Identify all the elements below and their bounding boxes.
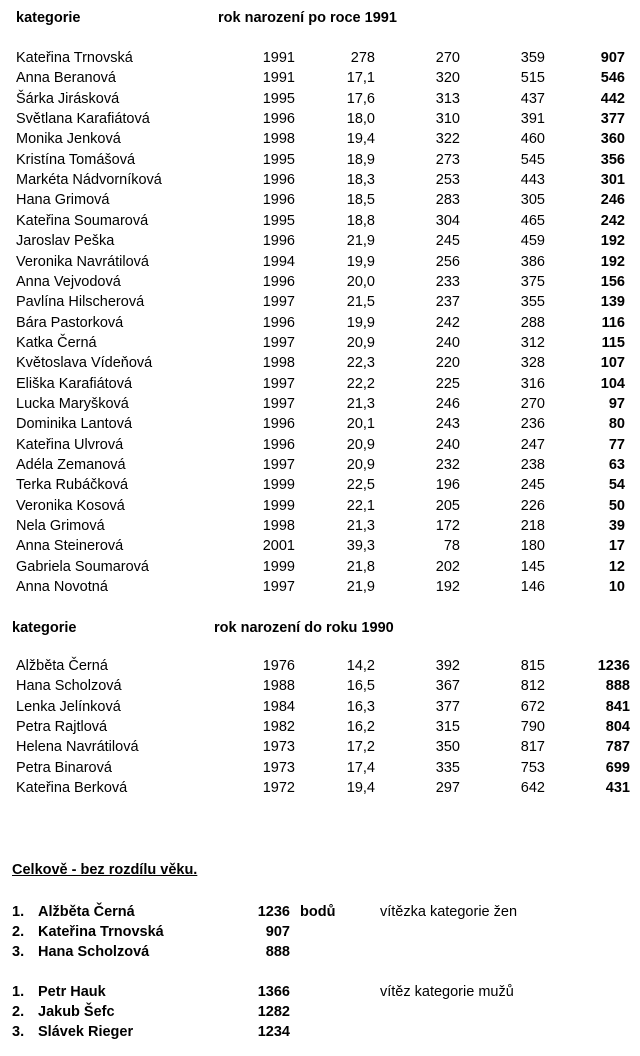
total-points: 242 [600,212,625,229]
result-3: 247 [520,436,545,453]
athlete-name: Bára Pastorková [16,314,124,331]
result-3: 145 [520,558,545,575]
result-2: 192 [435,579,460,596]
result-1: 17,1 [346,70,375,87]
total-points: 1236 [257,904,290,920]
birth-year: 1996 [262,416,295,433]
birth-year: 1997 [262,294,295,311]
ranking-row [0,982,640,1002]
summary-title: Celkově - bez rozdílu věku. [12,862,198,878]
athlete-name: Kateřina Trnovská [38,924,164,940]
result-2: 202 [435,558,460,575]
table-row [0,656,640,676]
athlete-name: Anna Novotná [16,579,108,596]
total-points: 356 [600,151,625,168]
total-points: 546 [600,70,625,87]
section2-category-header: kategorie [12,620,77,636]
result-3: 245 [520,477,545,494]
athlete-name: Alžběta Černá [16,658,108,674]
result-3: 359 [520,50,545,66]
rank-number: 1. [12,984,25,1000]
result-2: 240 [435,436,460,453]
athlete-name: Veronika Navrátilová [16,253,149,270]
athlete-name: Helena Navrátilová [16,739,139,756]
result-1: 19,9 [346,253,375,270]
athlete-name: Terka Rubáčková [16,477,129,494]
total-points: 907 [600,50,625,66]
result-1: 22,5 [346,477,375,494]
birth-year: 1976 [262,658,295,674]
result-3: 238 [520,457,545,473]
total-points: 841 [605,698,630,715]
total-points: 787 [605,739,630,756]
athlete-name: Hana Grimová [16,192,110,209]
result-1: 16,3 [346,698,375,715]
total-points: 156 [600,273,625,290]
rank-number: 1. [12,904,25,920]
result-3: 226 [520,497,545,514]
result-3: 375 [520,273,545,290]
athlete-name: Nela Grimová [16,518,105,535]
birth-year: 1973 [262,759,295,776]
result-1: 21,5 [346,294,375,311]
birth-year: 1997 [262,334,295,351]
result-1: 21,9 [346,579,375,596]
table-row [0,758,640,778]
athlete-name: Kateřina Soumarová [16,212,149,229]
result-1: 16,2 [346,718,375,735]
result-1: 278 [350,50,375,66]
result-2: 315 [435,718,460,735]
birth-year: 1996 [262,111,295,128]
result-3: 236 [520,416,545,433]
birth-year: 1995 [262,151,295,168]
result-2: 335 [435,759,460,776]
athlete-name: Světlana Karafiátová [16,111,150,128]
result-3: 443 [520,172,545,189]
result-3: 545 [520,151,545,168]
result-2: 320 [435,70,460,87]
result-2: 78 [443,538,460,555]
section1-year-header: rok narození po roce 1991 [218,10,397,26]
birth-year: 1999 [262,477,295,494]
total-points: 1366 [257,984,290,1000]
birth-year: 1996 [262,436,295,453]
athlete-name: Markéta Nádvorníková [16,172,162,189]
result-1: 22,3 [346,355,375,372]
result-1: 20,1 [346,416,375,433]
athlete-name: Kateřina Berková [16,779,128,796]
rank-number: 3. [12,1024,25,1040]
result-2: 350 [435,739,460,756]
ranking-row [0,942,640,962]
result-1: 18,8 [346,212,375,229]
result-1: 19,4 [346,131,375,148]
total-points: 139 [600,294,625,311]
table-row [0,89,640,109]
result-3: 672 [520,698,545,715]
result-2: 313 [435,90,460,107]
result-2: 270 [435,50,460,66]
total-points: 1234 [257,1024,290,1040]
table-row [0,737,640,757]
table-row [0,292,640,312]
ranking-row [0,902,640,922]
result-1: 22,2 [346,375,375,392]
total-points: 63 [608,457,625,473]
birth-year: 1996 [262,172,295,189]
result-2: 245 [435,233,460,250]
birth-year: 1998 [262,518,295,535]
table-row [0,536,640,556]
total-points: 431 [605,779,630,796]
result-1: 20,0 [346,273,375,290]
result-3: 270 [520,395,545,412]
total-points: 699 [605,759,630,776]
total-points: 39 [608,518,625,535]
result-2: 273 [435,151,460,168]
birth-year: 1997 [262,457,295,473]
result-2: 377 [435,698,460,715]
athlete-name: Petra Binarová [16,759,112,776]
result-2: 322 [435,131,460,148]
result-2: 243 [435,416,460,433]
result-3: 437 [520,90,545,107]
total-points: 80 [608,416,625,433]
athlete-name: Kateřina Trnovská [16,50,133,66]
birth-year: 1991 [262,50,295,66]
result-1: 20,9 [346,334,375,351]
table-row [0,496,640,516]
total-points: 12 [608,558,625,575]
result-2: 283 [435,192,460,209]
athlete-name: Dominika Lantová [16,416,133,433]
table-row [0,170,640,190]
athlete-name: Jakub Šefc [38,1004,115,1020]
athlete-name: Anna Steinerová [16,538,124,555]
result-2: 232 [435,457,460,473]
result-3: 817 [520,739,545,756]
athlete-name: Jaroslav Peška [16,233,115,250]
result-3: 312 [520,334,545,351]
result-2: 246 [435,395,460,412]
table-row [0,68,640,88]
result-1: 17,6 [346,90,375,107]
athlete-name: Katka Černá [16,334,97,351]
athlete-name: Lucka Maryšková [16,395,129,412]
table-row [0,150,640,170]
table-row [0,475,640,495]
birth-year: 1996 [262,233,295,250]
table-row [0,414,640,434]
result-3: 218 [520,518,545,535]
result-3: 391 [520,111,545,128]
result-1: 21,3 [346,395,375,412]
category-note: vítěz kategorie mužů [380,984,514,1000]
birth-year: 1997 [262,375,295,392]
birth-year: 1999 [262,497,295,514]
section1-category-header: kategorie [16,10,81,26]
result-1: 16,5 [346,678,375,695]
result-2: 256 [435,253,460,270]
rank-number: 3. [12,944,25,960]
total-points: 116 [601,314,625,331]
result-2: 220 [435,355,460,372]
total-points: 1236 [597,658,630,674]
result-3: 459 [520,233,545,250]
birth-year: 1984 [262,698,295,715]
total-points: 888 [265,944,290,960]
result-2: 297 [435,779,460,796]
total-points: 907 [265,924,290,940]
birth-year: 1995 [262,90,295,107]
total-points: 115 [601,334,625,351]
athlete-name: Eliška Karafiátová [16,375,133,392]
total-points: 97 [608,395,625,412]
table-row [0,435,640,455]
table-row [0,374,640,394]
total-points: 17 [608,538,625,555]
table-row [0,231,640,251]
birth-year: 1988 [262,678,295,695]
result-3: 146 [520,579,545,596]
athlete-name: Květoslava Vídeňová [16,355,153,372]
athlete-name: Šárka Jirásková [16,90,120,107]
birth-year: 1996 [262,192,295,209]
athlete-name: Petra Rajtlová [16,718,108,735]
table-row [0,717,640,737]
total-points: 54 [608,477,625,494]
result-1: 18,5 [346,192,375,209]
birth-year: 1998 [262,355,295,372]
result-2: 253 [435,172,460,189]
result-3: 316 [520,375,545,392]
table-row [0,129,640,149]
athlete-name: Hana Scholzová [16,678,122,695]
result-2: 310 [435,111,460,128]
athlete-name: Gabriela Soumarová [16,558,149,575]
table-row [0,697,640,717]
total-points: 442 [600,90,625,107]
result-2: 172 [435,518,460,535]
birth-year: 1999 [262,558,295,575]
result-1: 39,3 [346,538,375,555]
result-3: 355 [520,294,545,311]
table-row [0,516,640,536]
ranking-row [0,922,640,942]
birth-year: 1991 [262,70,295,87]
table-row [0,109,640,129]
result-2: 392 [435,658,460,674]
result-2: 233 [435,273,460,290]
result-3: 815 [520,658,545,674]
total-points: 10 [608,579,625,596]
athlete-name: Hana Scholzová [38,944,150,960]
total-points: 192 [600,233,625,250]
ranking-row [0,1002,640,1022]
rank-number: 2. [12,1004,25,1020]
category-note: vítězka kategorie žen [380,904,518,920]
result-2: 304 [435,212,460,229]
result-3: 753 [520,759,545,776]
result-3: 288 [520,314,545,331]
result-2: 205 [435,497,460,514]
athlete-name: Anna Vejvodová [16,273,121,290]
table-row [0,190,640,210]
result-3: 515 [520,70,545,87]
athlete-name: Anna Beranová [16,70,116,87]
result-3: 328 [520,355,545,372]
result-2: 240 [435,334,460,351]
result-1: 17,4 [346,759,375,776]
result-1: 22,1 [346,497,375,514]
result-1: 14,2 [346,658,375,674]
table-row [0,313,640,333]
birth-year: 1998 [262,131,295,148]
table-row [0,333,640,353]
ranking-row [0,1022,640,1042]
result-3: 460 [520,131,545,148]
result-3: 642 [520,779,545,796]
result-3: 386 [520,253,545,270]
result-1: 21,3 [346,518,375,535]
table-row [0,778,640,798]
athlete-name: Alžběta Černá [38,904,135,920]
total-points: 192 [600,253,625,270]
total-points: 888 [605,678,630,695]
athlete-name: Kristína Tomášová [16,151,136,168]
athlete-name: Veronika Kosová [16,497,125,514]
result-1: 18,0 [346,111,375,128]
athlete-name: Petr Hauk [38,984,106,1000]
table-row [0,353,640,373]
athlete-name: Kateřina Ulvrová [16,436,124,453]
athlete-name: Slávek Rieger [38,1024,134,1040]
table-row [0,272,640,292]
section2-year-header: rok narození do roku 1990 [214,620,394,636]
result-2: 225 [435,375,460,392]
table-row [0,577,640,597]
birth-year: 1972 [262,779,295,796]
total-points: 246 [600,192,625,209]
athlete-name: Monika Jenková [16,131,121,148]
birth-year: 1995 [262,212,295,229]
result-3: 305 [520,192,545,209]
total-points: 804 [605,718,630,735]
result-1: 21,8 [346,558,375,575]
result-1: 20,9 [346,457,375,473]
total-points: 107 [600,355,625,372]
total-points: 50 [608,497,625,514]
result-2: 367 [435,678,460,695]
birth-year: 1994 [262,253,295,270]
rank-number: 2. [12,924,25,940]
total-points: 301 [600,172,625,189]
total-points: 104 [600,375,625,392]
table-row [0,394,640,414]
result-2: 196 [435,477,460,494]
birth-year: 1997 [262,395,295,412]
athlete-name: Adéla Zemanová [16,457,126,473]
birth-year: 1973 [262,739,295,756]
result-1: 19,9 [346,314,375,331]
result-1: 18,3 [346,172,375,189]
total-points: 1282 [257,1004,290,1020]
result-2: 237 [435,294,460,311]
table-row [0,557,640,577]
birth-year: 2001 [262,538,295,555]
result-1: 18,9 [346,151,375,168]
birth-year: 1996 [262,314,295,331]
result-3: 790 [520,718,545,735]
result-1: 20,9 [346,436,375,453]
athlete-name: Lenka Jelínková [16,698,121,715]
result-1: 19,4 [346,779,375,796]
birth-year: 1997 [262,579,295,596]
athlete-name: Pavlína Hilscherová [16,294,145,311]
total-points: 77 [608,436,625,453]
table-row [0,252,640,272]
result-2: 242 [435,314,460,331]
total-points: 360 [600,131,625,148]
table-row [0,211,640,231]
result-1: 21,9 [346,233,375,250]
birth-year: 1982 [262,718,295,735]
result-1: 17,2 [346,739,375,756]
table-row [0,48,640,68]
points-unit: bodů [300,904,336,920]
result-3: 812 [520,678,545,695]
result-3: 465 [520,212,545,229]
total-points: 377 [600,111,625,128]
table-row [0,676,640,696]
result-3: 180 [520,538,545,555]
birth-year: 1996 [262,273,295,290]
table-row [0,455,640,475]
